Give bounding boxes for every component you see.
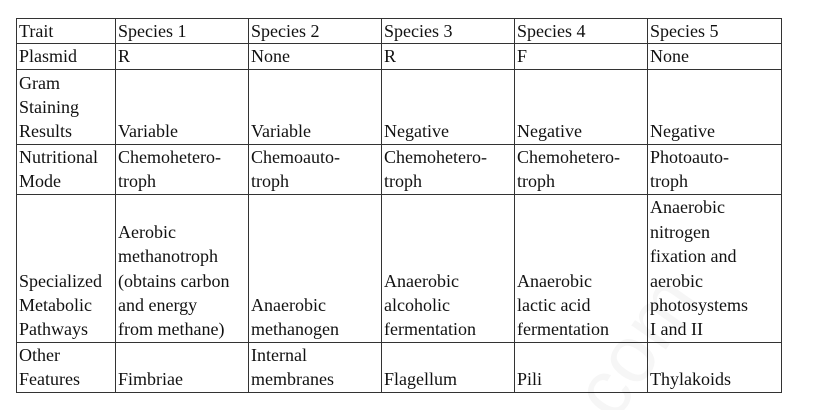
header-row xyxy=(17,19,782,44)
row-label-other-features: Other Features xyxy=(17,342,116,392)
table-row-gram-staining xyxy=(17,69,782,144)
row-label-metabolic-pathways: Specialized Metabolic Pathways xyxy=(17,194,116,342)
table-cell: Negative xyxy=(382,69,515,144)
table-cell: Anaerobic nitrogen fixation and aerobic photosystems I and II xyxy=(648,194,782,342)
header-cell-species-3: Species 3 xyxy=(382,19,515,44)
bacteria-traits-table xyxy=(16,18,782,393)
table-row-metabolic-pathways xyxy=(17,194,782,342)
header-cell-species-2: Species 2 xyxy=(249,19,382,44)
table-row-other-features xyxy=(17,342,782,392)
table-cell: Variable xyxy=(249,69,382,144)
table-cell: R xyxy=(382,44,515,69)
header-cell-species-4: Species 4 xyxy=(515,19,648,44)
row-label-nutritional-mode: Nutritional Mode xyxy=(17,144,116,194)
row-label-plasmid: Plasmid xyxy=(17,44,116,69)
table-cell: Chemohetero- troph xyxy=(382,144,515,194)
table-cell: Photoauto- troph xyxy=(648,144,782,194)
table-cell: Thylakoids xyxy=(648,342,782,392)
header-cell-species-1: Species 1 xyxy=(116,19,249,44)
table-cell: Anaerobic alcoholic fermentation xyxy=(382,194,515,342)
table-cell: Anaerobic methanogen xyxy=(249,194,382,342)
table-cell: Pili xyxy=(515,342,648,392)
table-cell: F xyxy=(515,44,648,69)
table-cell: None xyxy=(648,44,782,69)
table-cell: Aerobic methanotroph (obtains carbon and energy from methane) xyxy=(116,194,249,342)
table-row-nutritional-mode xyxy=(17,144,782,194)
header-cell-species-5: Species 5 xyxy=(648,19,782,44)
table-cell: None xyxy=(249,44,382,69)
table-cell: Flagellum xyxy=(382,342,515,392)
table-cell: Fimbriae xyxy=(116,342,249,392)
table-cell: Chemohetero- troph xyxy=(515,144,648,194)
header-cell-trait: Trait xyxy=(17,19,116,44)
table-cell: Variable xyxy=(116,69,249,144)
table-cell: Chemoauto- troph xyxy=(249,144,382,194)
row-label-gram-staining: Gram Staining Results xyxy=(17,69,116,144)
table-cell: Chemohetero- troph xyxy=(116,144,249,194)
table-cell: Negative xyxy=(515,69,648,144)
table-cell: Anaerobic lactic acid fermentation xyxy=(515,194,648,342)
table-cell: Internal membranes xyxy=(249,342,382,392)
table-cell: Negative xyxy=(648,69,782,144)
table-row-plasmid xyxy=(17,44,782,69)
table-cell: R xyxy=(116,44,249,69)
